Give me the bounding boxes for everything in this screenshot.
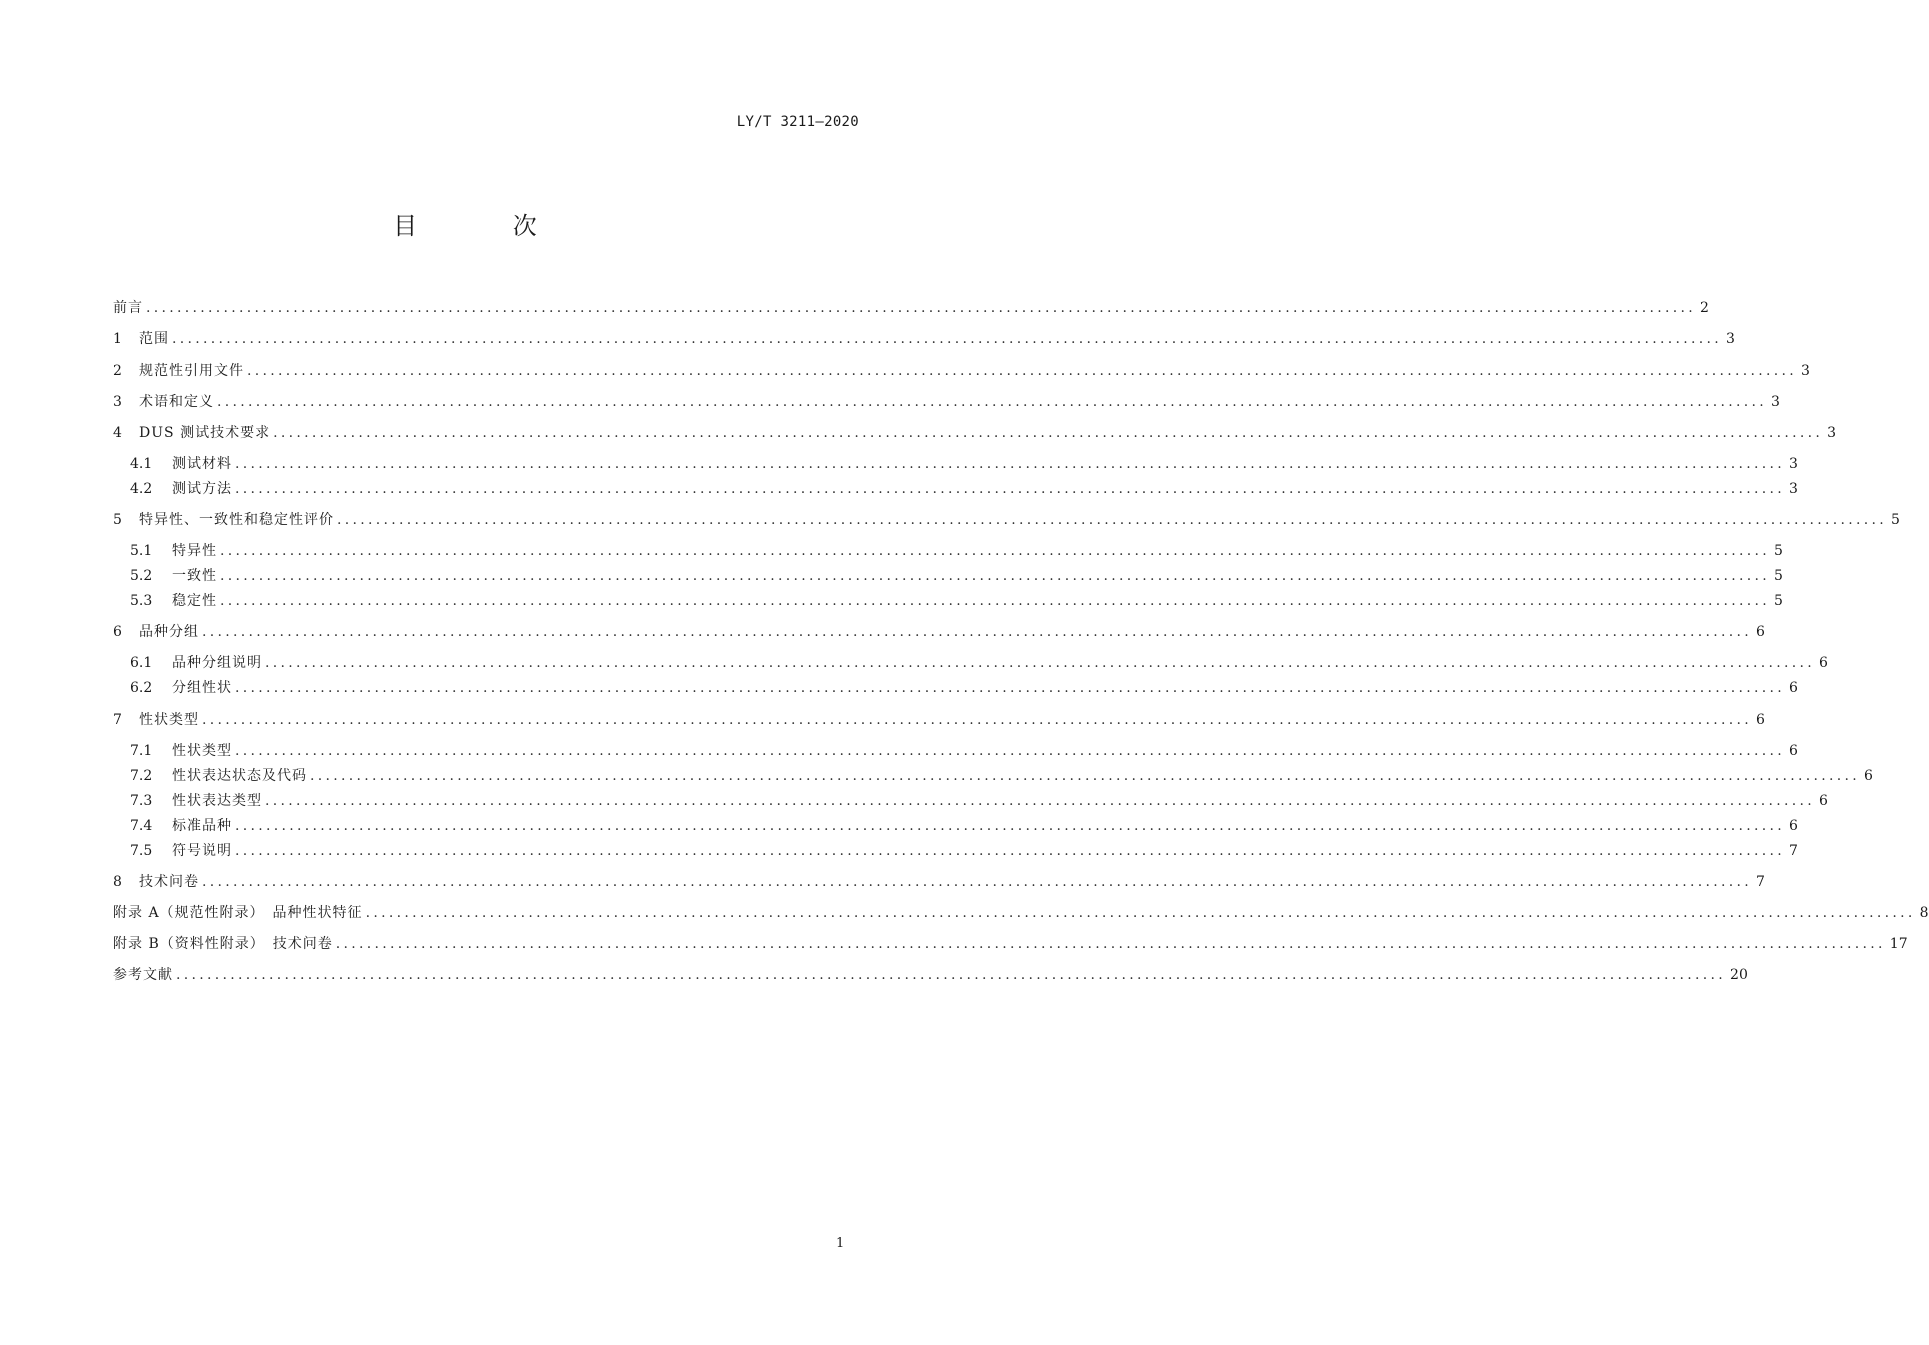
- toc-entry-label: DUS 测试技术要求: [139, 425, 271, 441]
- toc-dot-leader: ........................................................................................................................................................................................................: [146, 300, 1697, 316]
- toc-entry-number: 7.1: [130, 743, 153, 759]
- toc-dot-leader: ........................................................................................................................................................................................................: [176, 967, 1727, 983]
- toc-entry[interactable]: [130, 815, 1798, 837]
- toc-entry-label: 性状表达类型: [172, 793, 262, 809]
- toc-dot-leader: ........................................................................................................................................................................................................: [235, 680, 1786, 696]
- toc-dot-leader: ........................................................................................................................................................................................................: [273, 425, 1824, 441]
- toc-entry-label: 性状表达状态及代码: [172, 768, 307, 784]
- toc-entry-page: 3: [1771, 394, 1780, 410]
- toc-entry-page: 5: [1891, 512, 1900, 528]
- toc-entry-number: 1: [113, 331, 122, 347]
- toc-dot-leader: ........................................................................................................................................................................................................: [220, 593, 1771, 609]
- toc-entry-number: 6.1: [130, 655, 153, 671]
- toc-entry-number: 3: [113, 394, 122, 410]
- toc-entry-number: 5.1: [130, 543, 153, 559]
- toc-entry-label: 附录 B（资料性附录） 技术问卷: [113, 936, 333, 952]
- toc-entry-label: 测试材料: [172, 456, 232, 472]
- toc-entry[interactable]: [130, 540, 1783, 562]
- toc-dot-leader: ........................................................................................................................................................................................................: [220, 543, 1771, 559]
- toc-entry-label: 前言: [113, 300, 143, 316]
- toc-entry[interactable]: [130, 453, 1798, 475]
- toc-entry-page: 6: [1756, 712, 1765, 728]
- toc-entry-label: 标准品种: [172, 818, 232, 834]
- toc-entry-page: 5: [1774, 593, 1783, 609]
- toc-dot-leader: ........................................................................................................................................................................................................: [265, 793, 1816, 809]
- toc-entry-page: 6: [1756, 624, 1765, 640]
- toc-entry-label: 规范性引用文件: [139, 363, 244, 379]
- toc-dot-leader: ........................................................................................................................................................................................................: [172, 331, 1723, 347]
- toc-entry[interactable]: [130, 677, 1798, 699]
- toc-entry-page: 3: [1789, 456, 1798, 472]
- toc-entry[interactable]: [113, 621, 1765, 643]
- toc-entry[interactable]: [130, 478, 1798, 500]
- toc-entry[interactable]: [113, 933, 1908, 955]
- toc-entry-label: 术语和定义: [139, 394, 214, 410]
- toc-dot-leader: ........................................................................................................................................................................................................: [202, 624, 1753, 640]
- toc-entry-label: 参考文献: [113, 967, 173, 983]
- toc-entry[interactable]: [113, 902, 1929, 924]
- toc-entry-page: 6: [1789, 818, 1798, 834]
- toc-entry-number: 5: [113, 512, 122, 528]
- toc-entry-label: 分组性状: [172, 680, 232, 696]
- toc-entry-page: 3: [1827, 425, 1837, 441]
- toc-entry-label: 品种分组: [139, 624, 199, 640]
- toc-entry-page: 6: [1789, 743, 1798, 759]
- page-title: 目 次: [393, 212, 581, 240]
- toc-entry-page: 6: [1789, 680, 1798, 696]
- toc-entry-page: 3: [1801, 363, 1810, 379]
- toc-entry-number: 2: [113, 363, 122, 379]
- toc-entry-page: 6: [1819, 655, 1828, 671]
- toc-entry-page: 5: [1774, 543, 1783, 559]
- toc-entry-label: 符号说明: [172, 843, 232, 859]
- toc-dot-leader: ........................................................................................................................................................................................................: [337, 512, 1888, 528]
- toc-entry[interactable]: [130, 740, 1798, 762]
- toc-entry-number: 6: [113, 624, 122, 640]
- toc-entry[interactable]: [113, 328, 1735, 350]
- toc-entry-number: 4.1: [130, 456, 153, 472]
- toc-entry[interactable]: [113, 509, 1900, 531]
- toc-entry-page: 7: [1789, 843, 1798, 859]
- toc-entry-label: 测试方法: [172, 481, 232, 497]
- toc-entry-page: 3: [1726, 331, 1735, 347]
- toc-entry[interactable]: [130, 790, 1828, 812]
- toc-entry-number: 7.5: [130, 843, 153, 859]
- toc-dot-leader: ........................................................................................................................................................................................................: [202, 712, 1753, 728]
- toc-entry-number: 6.2: [130, 680, 153, 696]
- toc-dot-leader: ........................................................................................................................................................................................................: [265, 655, 1816, 671]
- toc-entry[interactable]: [113, 871, 1765, 893]
- toc-entry-page: 20: [1730, 967, 1748, 983]
- toc-entry[interactable]: [130, 840, 1798, 862]
- toc-entry-page: 6: [1864, 768, 1873, 784]
- toc-dot-leader: ........................................................................................................................................................................................................: [235, 743, 1786, 759]
- toc-dot-leader: ........................................................................................................................................................................................................: [235, 818, 1786, 834]
- standard-code: LY/T 3211—2020: [736, 114, 859, 130]
- toc-entry[interactable]: [113, 391, 1780, 413]
- toc-entry[interactable]: [113, 422, 1837, 444]
- toc-entry[interactable]: [130, 565, 1783, 587]
- toc-entry[interactable]: [130, 652, 1828, 674]
- toc-entry-page: 3: [1789, 481, 1798, 497]
- toc-dot-leader: ........................................................................................................................................................................................................: [235, 481, 1786, 497]
- toc-dot-leader: ........................................................................................................................................................................................................: [310, 768, 1861, 784]
- toc-entry-label: 技术问卷: [139, 874, 199, 890]
- toc-dot-leader: ........................................................................................................................................................................................................: [217, 394, 1768, 410]
- toc-entry-label: 性状类型: [139, 712, 199, 728]
- toc-entry-number: 8: [113, 874, 122, 890]
- toc-dot-leader: ........................................................................................................................................................................................................: [365, 905, 1916, 921]
- toc-entry-page: 8: [1919, 905, 1929, 921]
- toc-entry-number: 4.2: [130, 481, 153, 497]
- toc-dot-leader: ........................................................................................................................................................................................................: [335, 936, 1886, 952]
- toc-entry-page: 6: [1819, 793, 1828, 809]
- toc-entry-page: 2: [1700, 300, 1709, 316]
- toc-entry[interactable]: [113, 964, 1748, 986]
- toc-entry[interactable]: [130, 590, 1783, 612]
- toc-entry-number: 4: [113, 425, 122, 441]
- toc-dot-leader: ........................................................................................................................................................................................................: [235, 843, 1786, 859]
- toc-entry-label: 品种分组说明: [172, 655, 262, 671]
- toc-entry-page: 17: [1889, 936, 1908, 952]
- toc-entry[interactable]: [113, 709, 1765, 731]
- toc-entry-label: 附录 A（规范性附录） 品种性状特征: [113, 905, 363, 921]
- toc-entry-label: 范围: [139, 331, 169, 347]
- toc-entry-number: 5.2: [130, 568, 153, 584]
- toc-entry-label: 特异性: [172, 543, 217, 559]
- toc-dot-leader: ........................................................................................................................................................................................................: [202, 874, 1753, 890]
- toc-entry-number: 5.3: [130, 593, 153, 609]
- toc-dot-leader: ........................................................................................................................................................................................................: [220, 568, 1771, 584]
- toc-entry[interactable]: [113, 360, 1810, 382]
- toc-entry-number: 7.3: [130, 793, 153, 809]
- page-number: 1: [836, 1236, 845, 1251]
- toc-entry-label: 性状类型: [172, 743, 232, 759]
- toc-dot-leader: ........................................................................................................................................................................................................: [235, 456, 1786, 472]
- toc-entry-label: 稳定性: [172, 593, 217, 609]
- toc-dot-leader: ........................................................................................................................................................................................................: [247, 363, 1798, 379]
- toc-entry-label: 特异性、一致性和稳定性评价: [139, 512, 334, 528]
- toc-entry-number: 7.2: [130, 768, 153, 784]
- toc-entry-number: 7.4: [130, 818, 153, 834]
- toc-entry-number: 7: [113, 712, 122, 728]
- toc-entry-page: 5: [1774, 568, 1783, 584]
- toc-entry-label: 一致性: [172, 568, 217, 584]
- toc-entry-page: 7: [1756, 874, 1765, 890]
- toc-entry[interactable]: [130, 765, 1873, 787]
- toc-entry[interactable]: [113, 297, 1709, 319]
